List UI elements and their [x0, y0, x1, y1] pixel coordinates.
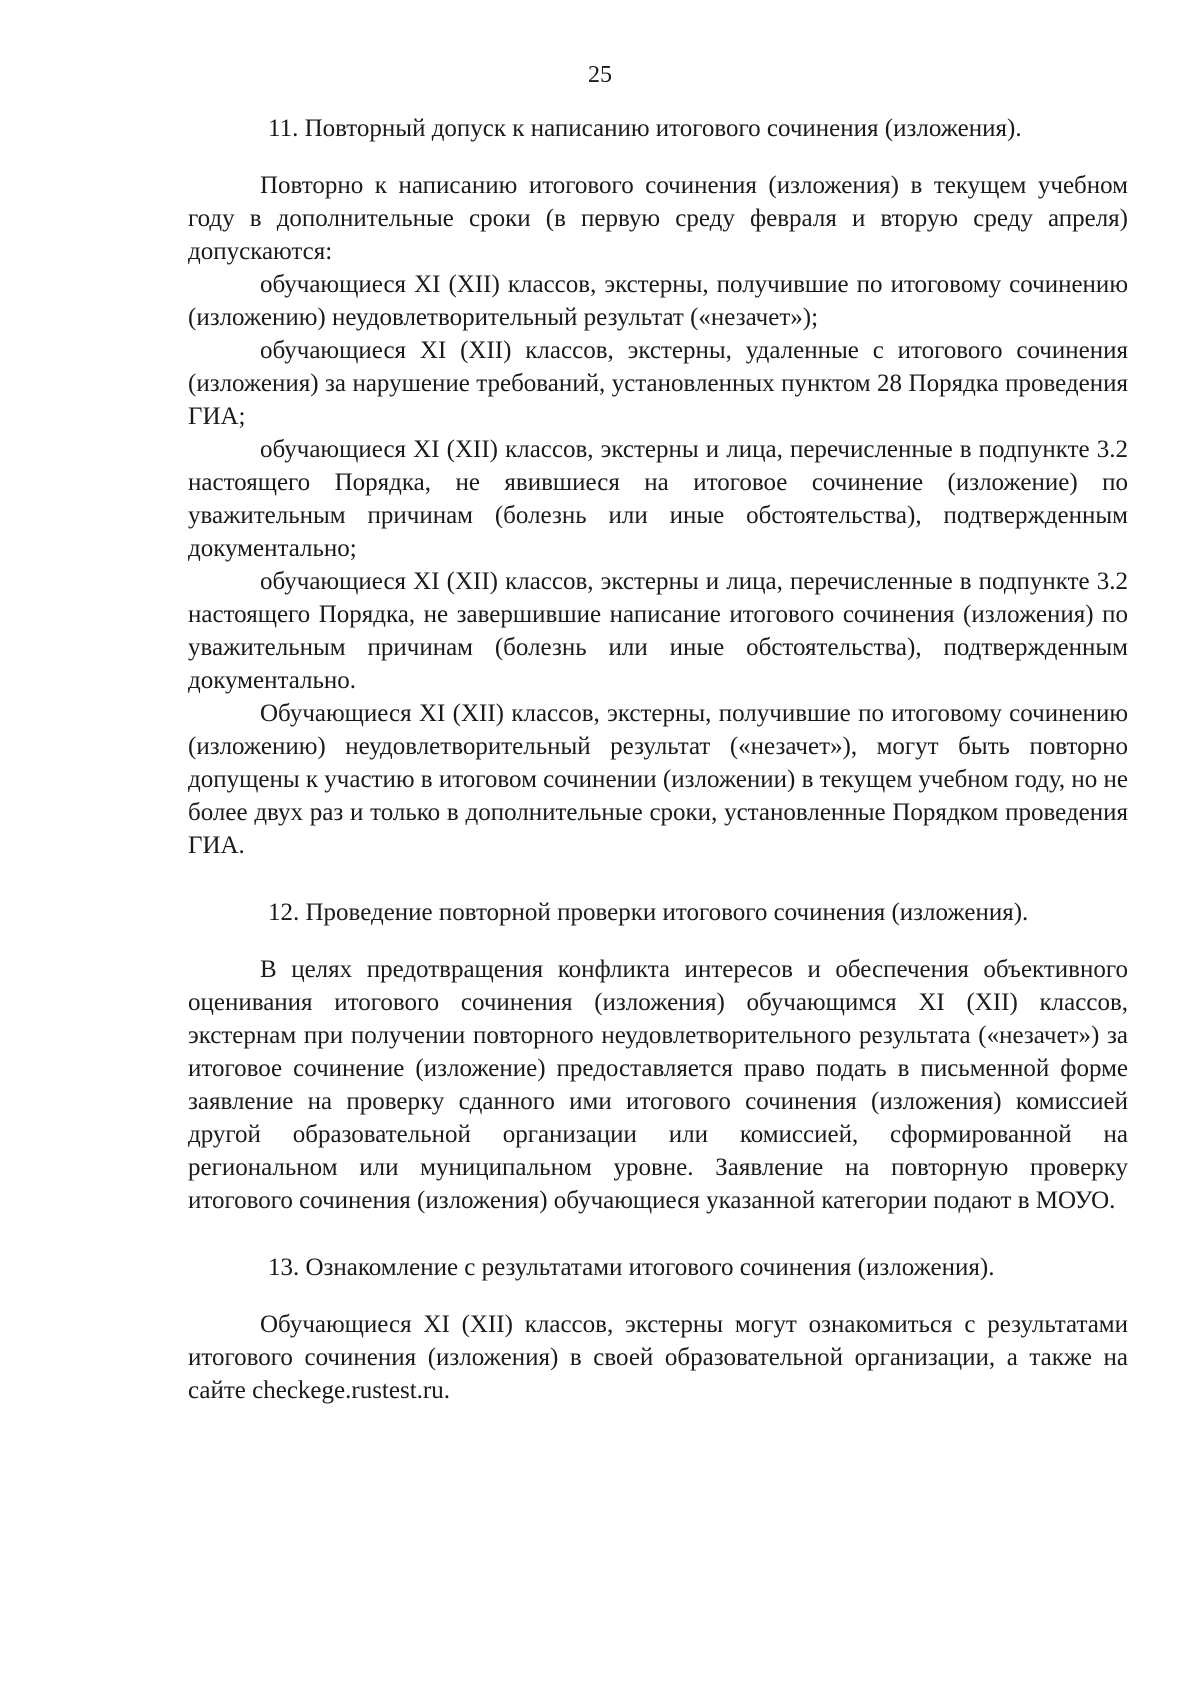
- paragraph: обучающиеся XI (XII) классов, экстерны, получившие по итоговому сочинению (изложению) неудовлетворительный результат («незачет»);: [188, 271, 1128, 331]
- section-heading: 11. Повторный допуск к написанию итогового сочинения (изложения).: [268, 115, 1022, 142]
- document-body: [188, 112, 1128, 1407]
- paragraph: обучающиеся XI (XII) классов, экстерны и лица, перечисленные в подпункте 3.2 настоящего Порядка, не завершившие написание итогового сочинения (изложения) по уважительным причинам (болезнь или иные обстоятельства), подтвержденным документально.: [188, 568, 1128, 694]
- section-heading: 12. Проведение повторной проверки итогового сочинения (изложения).: [268, 899, 1029, 926]
- paragraph: Обучающиеся XI (XII) классов, экстерны, получившие по итоговому сочинению (изложению) неудовлетворительный результат («незачет»), могут быть повторно допущены к участию в итоговом сочинении (изложении) в текущем учебном году, но не более двух раз и только в дополнительные сроки, установленные Порядком проведения ГИА.: [188, 700, 1128, 859]
- page-number: 25: [588, 62, 612, 88]
- paragraph: Обучающиеся XI (XII) классов, экстерны могут ознакомиться с результатами итогового сочинения (изложения) в своей образовательной организации, а также на сайте checkege.rustest.ru.: [188, 1311, 1128, 1404]
- section-heading: 13. Ознакомление с результатами итогового сочинения (изложения).: [268, 1254, 995, 1281]
- paragraph: Повторно к написанию итогового сочинения (изложения) в текущем учебном году в дополнительные сроки (в первую среду февраля и вторую среду апреля) допускаются:: [188, 172, 1128, 265]
- paragraph: обучающиеся XI (XII) классов, экстерны, удаленные с итогового сочинения (изложения) за нарушение требований, установленных пунктом 28 Порядка проведения ГИА;: [188, 337, 1128, 430]
- section-11: [188, 112, 1128, 862]
- section-12: [188, 896, 1128, 1217]
- paragraph: В целях предотвращения конфликта интересов и обеспечения объективного оценивания итогового сочинения (изложения) обучающимся XI (XII) классов, экстернам при получении повторного неудовлетворительного результата («незачет») за итоговое сочинение (изложение) предоставляется право подать в письменной форме заявление на проверку сданного ими итогового сочинения (изложения) комиссией другой образовательной организации или комиссией, сформированной на региональном или муниципальном уровне. Заявление на повторную проверку итогового сочинения (изложения) обучающиеся указанной категории подают в МОУО.: [188, 956, 1128, 1214]
- section-13: [188, 1251, 1128, 1407]
- paragraph: обучающиеся XI (XII) классов, экстерны и лица, перечисленные в подпункте 3.2 настоящего Порядка, не явившиеся на итоговое сочинение (изложение) по уважительным причинам (болезнь или иные обстоятельства), подтвержденным документально;: [188, 436, 1128, 562]
